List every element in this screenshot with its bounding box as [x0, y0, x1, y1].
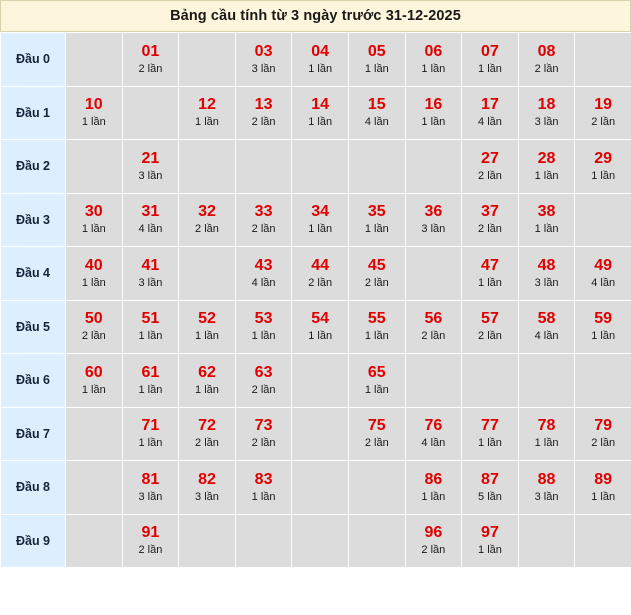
cell-count: 2 lần [591, 116, 616, 129]
row-header-label: Đầu 9 [15, 533, 51, 548]
cell-count: 1 lần [421, 62, 446, 75]
cell-2-3[interactable] [235, 140, 292, 194]
cell-6-4[interactable] [292, 354, 349, 408]
cell-count: 1 lần [364, 223, 389, 236]
cell-count: 2 lần [421, 330, 446, 343]
cell-2-8[interactable] [518, 140, 575, 194]
cell-number: 10 [84, 96, 103, 114]
cell-count: 1 lần [534, 223, 559, 236]
cell-number: 08 [537, 42, 556, 60]
cell-count: 1 lần [138, 437, 163, 450]
cell-count: 2 lần [421, 544, 446, 557]
cell-count: 4 lần [478, 116, 502, 129]
row-header-dau-6 [1, 354, 66, 408]
cell-9-4[interactable] [292, 514, 349, 568]
cell-count: 2 lần [138, 544, 163, 557]
cell-9-6[interactable] [405, 514, 462, 568]
cell-number: 52 [198, 310, 216, 328]
cell-count: 3 lần [251, 62, 276, 75]
cell-count: 4 lần [421, 437, 446, 450]
cell-count: 4 lần [364, 116, 389, 129]
cell-count: 4 lần [251, 276, 276, 289]
table-row [1, 193, 631, 247]
cell-1-9[interactable] [575, 86, 631, 140]
cell-count: 1 lần [478, 544, 502, 557]
cell-count: 2 lần [478, 169, 502, 182]
cell-3-3[interactable] [235, 193, 292, 247]
cell-9-9[interactable] [575, 514, 631, 568]
cell-count: 1 lần [364, 383, 389, 396]
cell-7-0[interactable] [66, 407, 123, 461]
frequency-table [0, 32, 631, 568]
cell-number: 58 [537, 310, 556, 328]
cell-count: 2 lần [534, 62, 559, 75]
cell-9-7[interactable] [462, 514, 519, 568]
cell-number: 12 [198, 96, 216, 114]
row-header-label: Đầu 2 [15, 159, 51, 174]
cell-number: 73 [254, 417, 273, 435]
cell-number: 18 [537, 96, 556, 114]
cell-number: 16 [424, 96, 443, 114]
cell-number: 88 [537, 470, 556, 488]
cell-number: 31 [141, 203, 160, 221]
cell-number: 47 [481, 256, 499, 274]
cell-0-6[interactable] [405, 33, 462, 87]
cell-count: 2 lần [364, 437, 389, 450]
cell-8-9[interactable] [575, 461, 631, 515]
cell-6-8[interactable] [518, 354, 575, 408]
cell-5-6[interactable] [405, 300, 462, 354]
cell-number: 32 [198, 203, 216, 221]
cell-5-0[interactable] [66, 300, 123, 354]
cell-count: 1 lần [81, 276, 106, 289]
cell-5-8[interactable] [518, 300, 575, 354]
cell-count: 1 lần [308, 62, 333, 75]
cell-0-4[interactable] [292, 33, 349, 87]
table-body [1, 33, 631, 568]
cell-8-1[interactable] [122, 461, 179, 515]
page-title: Bảng cầu tính từ 3 ngày trước 31-12-2025 [170, 8, 461, 24]
cell-count: 2 lần [251, 437, 276, 450]
cell-number: 01 [141, 42, 160, 60]
page-title-bar [0, 0, 631, 32]
cell-2-9[interactable] [575, 140, 631, 194]
cell-9-8[interactable] [518, 514, 575, 568]
row-header-label: Đầu 7 [15, 426, 51, 441]
cell-number: 56 [424, 310, 443, 328]
row-header-label: Đầu 8 [15, 480, 51, 495]
cell-count: 1 lần [364, 330, 389, 343]
cell-number: 75 [367, 417, 386, 435]
cell-7-3[interactable] [235, 407, 292, 461]
cell-number: 30 [84, 203, 103, 221]
cell-7-9[interactable] [575, 407, 631, 461]
cell-3-1[interactable] [122, 193, 179, 247]
cell-8-0[interactable] [66, 461, 123, 515]
cell-2-5[interactable] [348, 140, 405, 194]
cell-4-6[interactable] [405, 247, 462, 301]
cell-4-1[interactable] [122, 247, 179, 301]
cell-4-8[interactable] [518, 247, 575, 301]
cell-number: 37 [481, 203, 499, 221]
cell-count: 3 lần [421, 223, 446, 236]
cell-4-3[interactable] [235, 247, 292, 301]
cell-number: 86 [424, 470, 443, 488]
cell-count: 3 lần [534, 116, 559, 129]
cell-5-4[interactable] [292, 300, 349, 354]
row-header-label: Đầu 3 [15, 212, 51, 227]
cell-8-7[interactable] [462, 461, 519, 515]
row-header-dau-4 [1, 247, 66, 301]
cell-count: 1 lần [81, 116, 106, 129]
table-row [1, 33, 631, 87]
cell-3-5[interactable] [348, 193, 405, 247]
cell-number: 44 [311, 256, 330, 274]
cell-count: 1 lần [195, 383, 219, 396]
cell-number: 43 [254, 256, 273, 274]
cell-3-0[interactable] [66, 193, 123, 247]
cell-count: 3 lần [138, 490, 163, 503]
cell-6-3[interactable] [235, 354, 292, 408]
row-header-dau-1 [1, 86, 66, 140]
cell-number: 77 [481, 417, 499, 435]
cell-count: 1 lần [534, 437, 559, 450]
cell-number: 04 [311, 42, 330, 60]
cell-count: 1 lần [308, 116, 333, 129]
cell-number: 81 [141, 470, 160, 488]
cell-number: 49 [594, 256, 613, 274]
cell-7-8[interactable] [518, 407, 575, 461]
cell-number: 53 [254, 310, 273, 328]
cell-number: 45 [367, 256, 386, 274]
cell-count: 3 lần [138, 169, 163, 182]
row-header-label: Đầu 0 [15, 52, 51, 67]
cell-number: 76 [424, 417, 443, 435]
cell-number: 60 [84, 363, 103, 381]
cell-count: 5 lần [478, 490, 502, 503]
cell-0-1[interactable] [122, 33, 179, 87]
cell-1-4[interactable] [292, 86, 349, 140]
cell-0-3[interactable] [235, 33, 292, 87]
row-header-label: Đầu 1 [15, 105, 51, 120]
cell-count: 2 lần [195, 437, 219, 450]
row-header-dau-0 [1, 33, 66, 87]
cell-count: 2 lần [364, 276, 389, 289]
cell-2-4[interactable] [292, 140, 349, 194]
cell-1-1[interactable] [122, 86, 179, 140]
cell-9-2[interactable] [179, 514, 236, 568]
table-row [1, 86, 631, 140]
cell-9-0[interactable] [66, 514, 123, 568]
cell-number: 17 [481, 96, 499, 114]
cell-3-4[interactable] [292, 193, 349, 247]
cell-6-9[interactable] [575, 354, 631, 408]
cell-number: 33 [254, 203, 273, 221]
cell-number: 71 [141, 417, 160, 435]
cell-count: 1 lần [478, 437, 502, 450]
cell-number: 97 [481, 524, 499, 542]
cell-3-7[interactable] [462, 193, 519, 247]
cell-number: 72 [198, 417, 216, 435]
cell-number: 57 [481, 310, 499, 328]
cell-5-3[interactable] [235, 300, 292, 354]
cell-0-9[interactable] [575, 33, 631, 87]
cell-count: 1 lần [81, 383, 106, 396]
cell-number: 07 [481, 42, 499, 60]
cell-number: 91 [141, 524, 160, 542]
cell-count: 1 lần [364, 62, 389, 75]
cell-1-6[interactable] [405, 86, 462, 140]
cell-3-6[interactable] [405, 193, 462, 247]
cell-count: 1 lần [251, 490, 276, 503]
cell-number: 36 [424, 203, 443, 221]
cell-number: 27 [481, 149, 499, 167]
cell-count: 4 lần [591, 276, 616, 289]
cell-1-2[interactable] [179, 86, 236, 140]
cell-count: 2 lần [591, 437, 616, 450]
row-header-label: Đầu 4 [15, 266, 51, 281]
cell-number: 40 [84, 256, 103, 274]
cell-6-6[interactable] [405, 354, 462, 408]
cell-6-0[interactable] [66, 354, 123, 408]
cell-number: 28 [537, 149, 556, 167]
table-row [1, 140, 631, 194]
cell-4-7[interactable] [462, 247, 519, 301]
cell-7-5[interactable] [348, 407, 405, 461]
table-row [1, 461, 631, 515]
cell-count: 2 lần [195, 223, 219, 236]
cell-number: 61 [141, 363, 160, 381]
cell-0-8[interactable] [518, 33, 575, 87]
cell-1-7[interactable] [462, 86, 519, 140]
cell-5-9[interactable] [575, 300, 631, 354]
cell-3-2[interactable] [179, 193, 236, 247]
cell-1-0[interactable] [66, 86, 123, 140]
cell-8-8[interactable] [518, 461, 575, 515]
cell-5-5[interactable] [348, 300, 405, 354]
cell-count: 1 lần [195, 116, 219, 129]
cell-count: 1 lần [195, 330, 219, 343]
cell-1-5[interactable] [348, 86, 405, 140]
cell-count: 1 lần [534, 169, 559, 182]
cell-number: 03 [254, 42, 273, 60]
cell-number: 51 [141, 310, 160, 328]
cell-number: 63 [254, 363, 273, 381]
cell-count: 1 lần [421, 116, 446, 129]
cell-count: 1 lần [81, 223, 106, 236]
cell-count: 3 lần [534, 490, 559, 503]
cell-count: 1 lần [138, 330, 163, 343]
cell-number: 62 [198, 363, 216, 381]
cell-count: 1 lần [308, 330, 333, 343]
cell-number: 50 [84, 310, 103, 328]
cell-3-9[interactable] [575, 193, 631, 247]
cell-7-2[interactable] [179, 407, 236, 461]
cell-count: 1 lần [478, 62, 502, 75]
cell-count: 2 lần [478, 330, 502, 343]
cell-2-7[interactable] [462, 140, 519, 194]
cell-8-6[interactable] [405, 461, 462, 515]
cell-4-4[interactable] [292, 247, 349, 301]
row-header-label: Đầu 5 [15, 319, 51, 334]
cell-2-1[interactable] [122, 140, 179, 194]
cell-count: 1 lần [251, 330, 276, 343]
cell-number: 34 [311, 203, 330, 221]
row-header-dau-7 [1, 407, 66, 461]
cell-number: 79 [594, 417, 613, 435]
cell-0-2[interactable] [179, 33, 236, 87]
table-row [1, 514, 631, 568]
cell-4-5[interactable] [348, 247, 405, 301]
cell-count: 1 lần [591, 330, 616, 343]
cell-count: 2 lần [251, 223, 276, 236]
cell-8-4[interactable] [292, 461, 349, 515]
cell-2-2[interactable] [179, 140, 236, 194]
cell-6-2[interactable] [179, 354, 236, 408]
cell-number: 82 [198, 470, 216, 488]
cell-7-7[interactable] [462, 407, 519, 461]
cell-0-5[interactable] [348, 33, 405, 87]
table-row [1, 407, 631, 461]
cell-0-0[interactable] [66, 33, 123, 87]
cell-1-3[interactable] [235, 86, 292, 140]
cell-8-3[interactable] [235, 461, 292, 515]
cell-number: 19 [594, 96, 613, 114]
cell-4-9[interactable] [575, 247, 631, 301]
cell-number: 48 [537, 256, 556, 274]
row-header-dau-9 [1, 514, 66, 568]
cell-4-0[interactable] [66, 247, 123, 301]
row-header-label: Đầu 6 [15, 373, 51, 388]
cell-9-1[interactable] [122, 514, 179, 568]
cell-number: 41 [141, 256, 160, 274]
cell-count: 2 lần [251, 383, 276, 396]
cell-number: 96 [424, 524, 443, 542]
cell-7-1[interactable] [122, 407, 179, 461]
cell-count: 3 lần [195, 490, 219, 503]
cell-9-5[interactable] [348, 514, 405, 568]
cell-count: 1 lần [421, 490, 446, 503]
cell-8-2[interactable] [179, 461, 236, 515]
cell-count: 3 lần [534, 276, 559, 289]
cell-number: 59 [594, 310, 613, 328]
row-header-dau-8 [1, 461, 66, 515]
cell-3-8[interactable] [518, 193, 575, 247]
cell-7-4[interactable] [292, 407, 349, 461]
cell-0-7[interactable] [462, 33, 519, 87]
cell-number: 29 [594, 149, 613, 167]
cell-5-2[interactable] [179, 300, 236, 354]
cell-6-1[interactable] [122, 354, 179, 408]
cell-9-3[interactable] [235, 514, 292, 568]
cell-count: 1 lần [591, 169, 616, 182]
table-row [1, 247, 631, 301]
cell-count: 2 lần [251, 116, 276, 129]
cell-number: 89 [594, 470, 613, 488]
cell-4-2[interactable] [179, 247, 236, 301]
cell-number: 35 [367, 203, 386, 221]
cell-number: 55 [367, 310, 386, 328]
cell-6-7[interactable] [462, 354, 519, 408]
cell-number: 83 [254, 470, 273, 488]
cell-5-1[interactable] [122, 300, 179, 354]
cell-number: 14 [311, 96, 330, 114]
cell-7-6[interactable] [405, 407, 462, 461]
cell-count: 1 lần [478, 276, 502, 289]
table-row [1, 300, 631, 354]
cell-count: 1 lần [591, 490, 616, 503]
cell-number: 87 [481, 470, 499, 488]
cell-number: 38 [537, 203, 556, 221]
row-header-dau-3 [1, 193, 66, 247]
cell-count: 2 lần [138, 62, 163, 75]
cell-6-5[interactable] [348, 354, 405, 408]
cell-count: 4 lần [138, 223, 163, 236]
cell-count: 3 lần [138, 276, 163, 289]
cell-2-6[interactable] [405, 140, 462, 194]
cell-number: 05 [367, 42, 386, 60]
cell-number: 54 [311, 310, 330, 328]
row-header-dau-5 [1, 300, 66, 354]
cell-5-7[interactable] [462, 300, 519, 354]
cell-count: 4 lần [534, 330, 559, 343]
cell-count: 1 lần [138, 383, 163, 396]
cell-2-0[interactable] [66, 140, 123, 194]
table-row [1, 354, 631, 408]
cell-count: 1 lần [308, 223, 333, 236]
cell-8-5[interactable] [348, 461, 405, 515]
cell-number: 65 [367, 363, 386, 381]
cell-number: 15 [367, 96, 386, 114]
cell-count: 2 lần [308, 276, 333, 289]
row-header-dau-2 [1, 140, 66, 194]
cell-count: 2 lần [81, 330, 106, 343]
cell-count: 2 lần [478, 223, 502, 236]
cell-number: 78 [537, 417, 556, 435]
cell-number: 06 [424, 42, 443, 60]
cell-number: 13 [254, 96, 273, 114]
cell-number: 21 [141, 149, 160, 167]
cell-1-8[interactable] [518, 86, 575, 140]
